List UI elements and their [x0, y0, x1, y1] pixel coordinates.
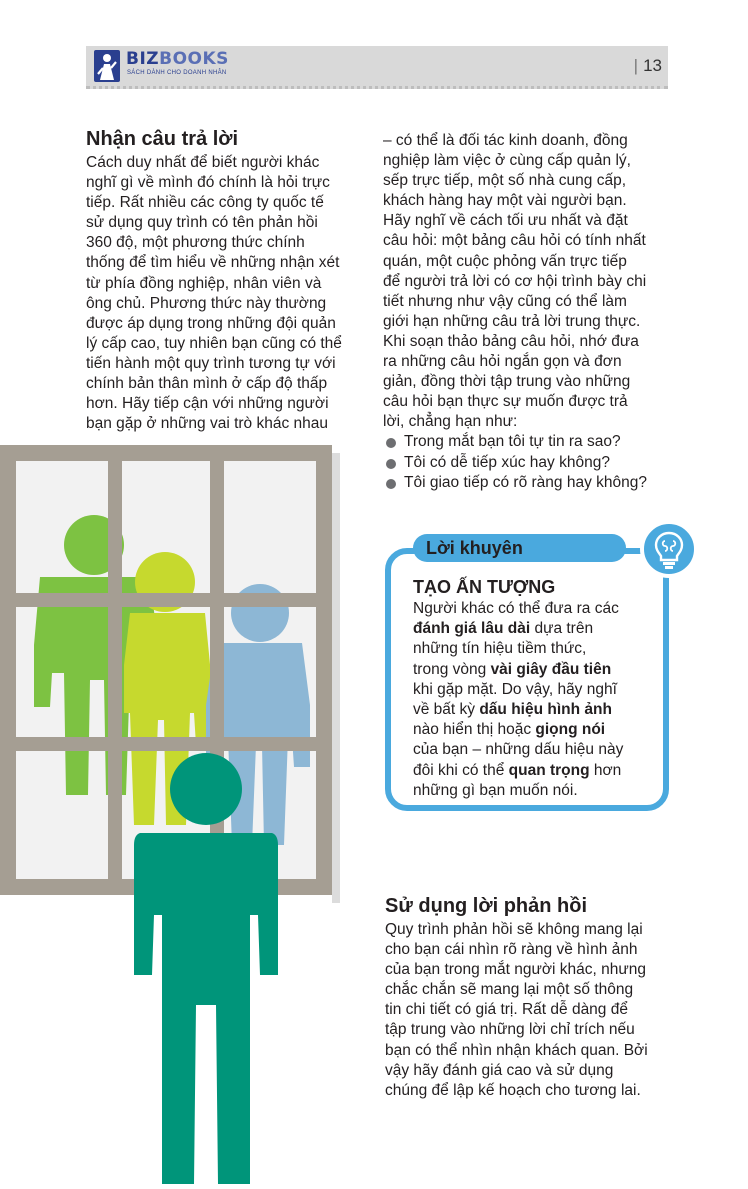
text-line: 360 độ, một phương thức chính — [86, 234, 305, 252]
section2-column — [385, 894, 675, 1101]
text-line: sếp trực tiếp, một số nhà cung cấp, — [383, 172, 627, 190]
advice-emphasis: đánh giá lâu dài — [413, 620, 531, 638]
text-line: tập trung vào những lời chỉ trích nếu — [385, 1021, 635, 1039]
section1-heading: Nhận câu trả lời — [86, 128, 239, 150]
advice-emphasis: dấu hiệu hình ảnh — [479, 701, 612, 719]
text-line: tiết nhưng như vậy cũng có thể làm — [383, 292, 627, 310]
bizbooks-logo-icon — [94, 50, 120, 82]
text-line: chính bản thân mình ở cấp độ thấp — [86, 375, 328, 393]
advice-text: khi gặp mặt. Do vậy, hãy nghĩ — [413, 680, 617, 698]
advice-content — [413, 576, 663, 801]
page-number — [634, 56, 662, 76]
advice-emphasis: quan trọng — [508, 761, 590, 779]
text-line: – có thể là đối tác kinh doanh, đồng — [383, 132, 628, 149]
advice-line — [413, 680, 663, 700]
advice-text: hơn — [589, 761, 622, 779]
text-line: ông chủ. Phương thức này thường — [86, 294, 327, 312]
advice-text: của bạn – những dấu hiệu này — [413, 741, 624, 759]
text-line: cho bạn cái nhìn rõ ràng về hình ảnh — [385, 941, 638, 959]
advice-line — [413, 761, 663, 781]
section1-right-column — [383, 131, 673, 493]
advice-emphasis: giọng nói — [535, 721, 606, 739]
advice-text: Người khác có thể đưa ra các — [413, 600, 619, 617]
advice-text: dựa trên — [530, 620, 594, 638]
advice-line — [413, 740, 663, 760]
text-line: thống để tìm hiểu về những nhận xét — [86, 254, 340, 272]
section1-left-text — [86, 153, 376, 434]
text-line: khách hàng hay một vài người bạn. — [383, 192, 627, 210]
text-line: Cách duy nhất để biết người khác — [86, 154, 320, 171]
text-line: từ phía đồng nghiệp, nhân viên và — [86, 274, 322, 292]
text-line: Quy trình phản hồi sẽ không mang lại — [385, 921, 643, 938]
advice-line — [413, 660, 663, 680]
logo-subtitle: SÁCH DÀNH CHO DOANH NHÂN — [127, 70, 227, 76]
text-line: ra những câu hỏi ngắn gọn và đơn — [383, 353, 622, 371]
list-item: Trong mắt bạn tôi tự tin ra sao? — [383, 432, 673, 452]
section1-left-column — [86, 127, 376, 434]
logo-biz: BIZ — [126, 49, 160, 69]
text-line: nghĩ gì về mình đó chính là hỏi trực — [86, 174, 330, 192]
advice-tab-label: Lời khuyên — [426, 538, 523, 558]
text-line: bạn có thể nhìn nhận khách quan. Bởi — [385, 1041, 648, 1059]
lightbulb-icon — [640, 520, 698, 578]
text-line: tin chi tiết có giá trị. Rất dễ dàng để — [385, 1001, 628, 1019]
text-line: tiến hành một quy trình tương tự với — [86, 354, 336, 372]
text-line: giới hạn những câu trả lời trung thực. — [383, 312, 641, 330]
advice-line — [413, 619, 663, 639]
page-number-value: 13 — [643, 56, 662, 75]
logo-wordmark — [126, 49, 229, 69]
text-line: nghiệp làm việc ở cùng cấp quản lý, — [383, 152, 631, 170]
list-item: Tôi có dễ tiếp xúc hay không? — [383, 453, 673, 473]
text-line: để người trả lời có cơ hội trình bày chi — [383, 272, 647, 290]
illustration-svg — [0, 445, 340, 1184]
text-line: sử dụng quy trình có tên phản hồi — [86, 214, 318, 232]
page-separator: | — [633, 56, 639, 75]
text-line: của bạn trong mắt người khác, nhưng — [385, 961, 646, 979]
section1-right-text — [383, 131, 673, 432]
question-list — [383, 432, 673, 492]
text-line: lời, chẳng hạn như: — [383, 413, 518, 431]
advice-text: những gì bạn muốn nói. — [413, 781, 578, 799]
text-line: giản, đồng thời tập trung vào những — [383, 373, 631, 391]
page-header — [86, 46, 668, 89]
text-line: tiếp. Rất nhiều các công ty quốc tế — [86, 194, 324, 212]
advice-text: những tín hiệu tiềm thức, — [413, 640, 587, 658]
advice-line — [413, 720, 663, 740]
text-line: chúng để lập kế hoạch cho tương lai. — [385, 1081, 641, 1099]
advice-line — [413, 700, 663, 720]
frame-shadow — [332, 453, 340, 903]
text-line: quán, một cuộc phỏng vấn trực tiếp — [383, 252, 627, 270]
advice-emphasis: vài giây đầu tiên — [490, 660, 612, 678]
advice-text: đôi khi có thể — [413, 761, 509, 779]
advice-line — [413, 639, 663, 659]
advice-line — [413, 781, 663, 801]
advice-title: TẠO ẤN TƯỢNG — [413, 577, 556, 597]
text-line: Khi soạn thảo bảng câu hỏi, nhớ đưa — [383, 332, 639, 350]
text-line: vậy hãy đánh giá cao và sử dụng — [385, 1061, 614, 1079]
advice-line — [413, 599, 663, 619]
text-line: được áp dụng trong những đội quản — [86, 314, 336, 332]
logo-books: BOOKS — [159, 49, 229, 69]
text-line: hơn. Hãy tiếp cận với những người — [86, 395, 329, 413]
text-line: câu hỏi bạn thực sự muốn được trả — [383, 393, 628, 411]
window-figures-illustration — [0, 445, 340, 1184]
advice-text: trong vòng — [413, 660, 491, 678]
text-line: chắc chắn sẽ mang lại một số thông — [385, 981, 634, 999]
advice-text: về bất kỳ — [413, 701, 480, 719]
advice-tab — [413, 534, 626, 562]
section2-text — [385, 920, 675, 1101]
text-line: bạn gặp ở những vai trò khác nhau — [86, 415, 329, 433]
list-item: Tôi giao tiếp có rõ ràng hay không? — [383, 473, 673, 493]
text-line: lý cấp cao, tuy nhiên bạn cũng có thể — [86, 334, 342, 352]
advice-text: nào hiển thị hoặc — [413, 721, 536, 739]
text-line: Hãy nghĩ về cách tối ưu nhất và đặt — [383, 212, 628, 230]
text-line: câu hỏi: một bảng câu hỏi có tính nhất — [383, 232, 646, 250]
section2-heading: Sử dụng lời phản hồi — [385, 895, 588, 917]
